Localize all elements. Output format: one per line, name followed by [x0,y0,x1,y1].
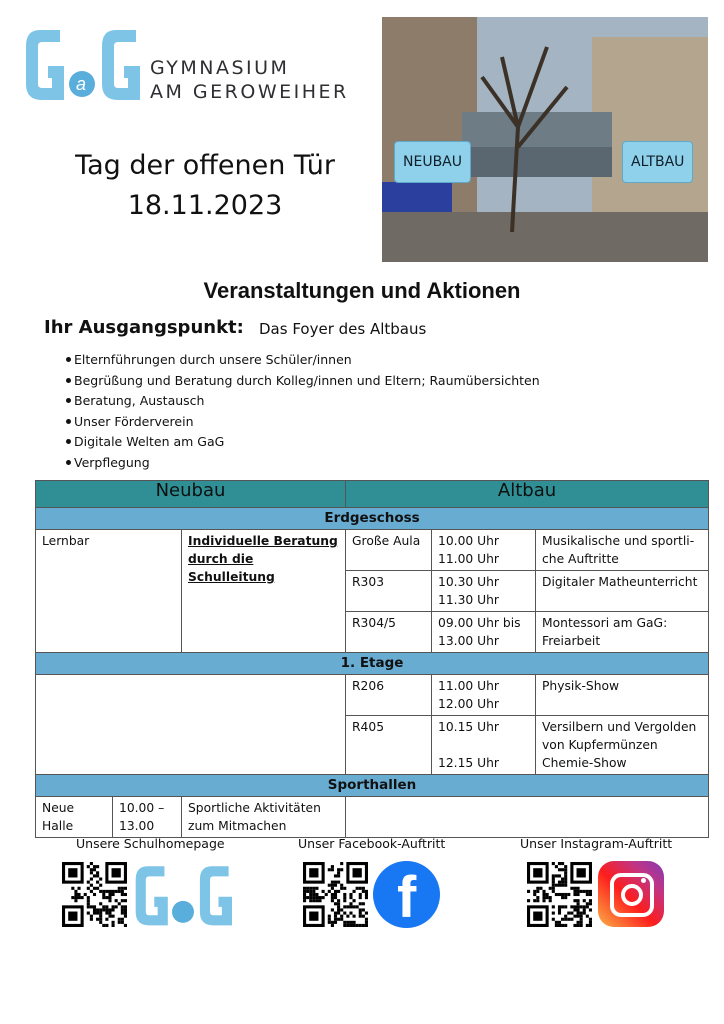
neubau-etage-empty [36,675,346,775]
time-cell: 10.00 Uhr 11.00 Uhr [432,530,536,571]
room-cell: R304/5 [346,612,432,653]
event-date: 18.11.2023 [127,190,283,221]
altbau-header: Altbau [346,481,709,508]
school-logo [24,26,364,106]
time-cell: 10.30 Uhr 11.30 Uhr [432,571,536,612]
room-cell: R405 [346,716,432,775]
list-item: Beratung, Austausch [42,391,540,412]
neubau-eg-event: Individuelle Beratung durch die Schulleitung [182,530,346,653]
altbau-label: ALTBAU [622,141,693,183]
activity-list [42,350,540,473]
floor-sporthallen: Sporthallen [36,775,709,797]
list-item: Unser Förderverein [42,412,540,433]
start-point-value: Das Foyer des Altbaus [259,320,427,338]
sport-time: 10.00 – 13.00 [113,797,182,838]
school-photo [382,17,708,262]
sport-altbau-empty [346,797,709,838]
list-item: Verpflegung [42,453,540,474]
neubau-eg-room: Lernbar [36,530,182,653]
floor-erdgeschoss: Erdgeschoss [36,508,709,530]
instagram-label: Unser Instagram-Auftritt [520,836,673,851]
list-item: Elternführungen durch unsere Schüler/innen [42,350,540,371]
list-item: Digitale Welten am GaG [42,432,540,453]
section-heading: Veranstaltungen und Aktionen [203,278,521,303]
desc-cell: Montessori am GaG: Freiarbeit [536,612,709,653]
neubau-label: NEUBAU [394,141,471,183]
room-cell: R206 [346,675,432,716]
desc-cell: Versilbern und Vergolden von Kupfermünzen Chemie-Show [536,716,709,775]
schedule-table [35,480,709,838]
floor-1-etage: 1. Etage [36,653,709,675]
school-building-image [382,17,708,262]
time-cell: 11.00 Uhr 12.00 Uhr [432,675,536,716]
gag-logo-icon [134,862,232,928]
page-title: Tag der offenen Tür [75,150,335,181]
desc-cell: Musikalische und sportli- che Auftritte [536,530,709,571]
gag-logo-mark [24,26,140,102]
facebook-glyph: f [397,865,417,930]
neubau-header: Neubau [36,481,346,508]
facebook-label: Unser Facebook-Auftritt [298,836,446,851]
room-cell: R303 [346,571,432,612]
facebook-icon[interactable] [373,861,440,928]
list-item: Begrüßung und Beratung durch Kolleg/innen und Eltern; Raumübersichten [42,371,540,392]
homepage-label: Unsere Schulhomepage [76,836,225,851]
svg-text:a: a [76,74,87,94]
logo-line-2: AM GEROWEIHER [150,81,349,103]
desc-cell: Physik-Show [536,675,709,716]
desc-cell: Digitaler Matheunterricht [536,571,709,612]
time-cell: 10.15 Uhr 12.15 Uhr [432,716,536,775]
sport-desc: Sportliche Aktivitäten zum Mitmachen [182,797,346,838]
time-cell: 09.00 Uhr bis 13.00 Uhr [432,612,536,653]
sport-place: Neue Halle [36,797,113,838]
facebook-qr-code[interactable] [303,862,368,927]
instagram-icon[interactable] [598,861,664,927]
logo-line-1: GYMNASIUM [150,57,290,79]
homepage-qr-code[interactable] [62,862,127,927]
room-cell: Große Aula [346,530,432,571]
instagram-qr-code[interactable] [527,862,592,927]
start-point-label: Ihr Ausgangspunkt: [44,317,244,338]
